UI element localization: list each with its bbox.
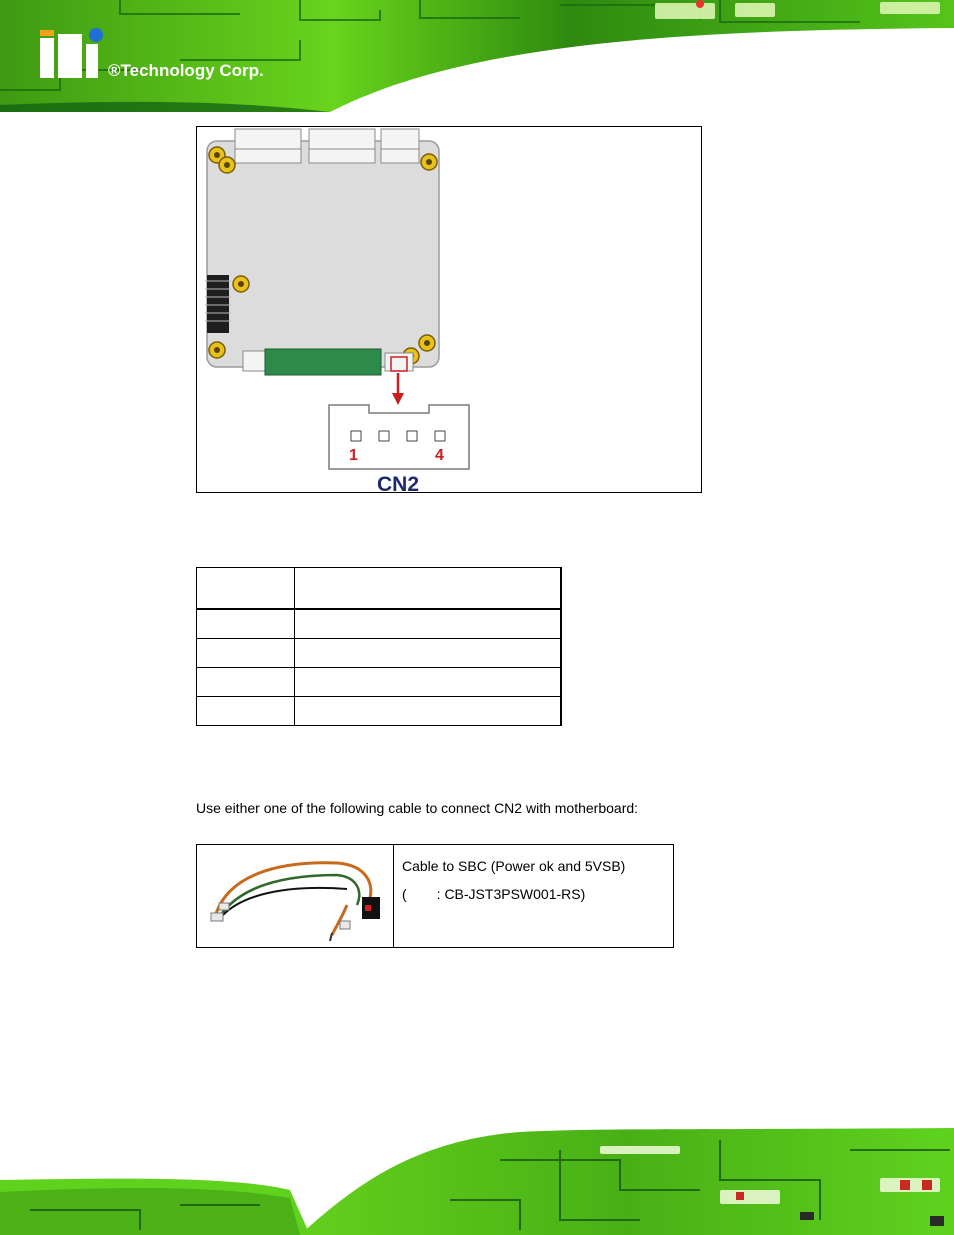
table-cell [197,697,295,726]
cable-description [402,852,625,908]
cable-part-number: : CB-JST3PSW001-RS) [436,886,586,902]
footer-banner [0,1120,954,1235]
pin-4-label: 4 [435,447,444,464]
cable-info-box [196,844,674,948]
pin-assignment-table [196,567,562,726]
company-name: ®Technology Corp. [108,61,264,80]
table-row [197,668,562,697]
table-cell [295,609,562,639]
cable-part-line [402,880,625,908]
pin-1-label: 1 [349,447,358,464]
board-illustration [197,127,701,492]
table-cell [295,697,562,726]
header-cell-pin [197,568,295,610]
header-cell-description [295,568,562,610]
connector-label: CN2 [377,473,420,492]
header-banner [0,0,954,115]
table-cell [197,668,295,697]
table-cell [197,639,295,668]
part-open: ( [402,886,407,902]
table-row [197,609,562,639]
connector-location-diagram [196,126,702,493]
table-cell [197,609,295,639]
iei-logo [40,28,103,78]
table-cell [295,668,562,697]
cable-name: Cable to SBC (Power ok and 5VSB) [402,858,626,874]
table-row [197,697,562,726]
table-cell [295,639,562,668]
table-row [197,639,562,668]
cable-intro-text: Use either one of the following cable to connect CN2 with motherboard: [196,800,639,816]
cable-image-cell [197,845,394,947]
table-header-row [197,568,562,610]
cable-photo [197,845,393,947]
